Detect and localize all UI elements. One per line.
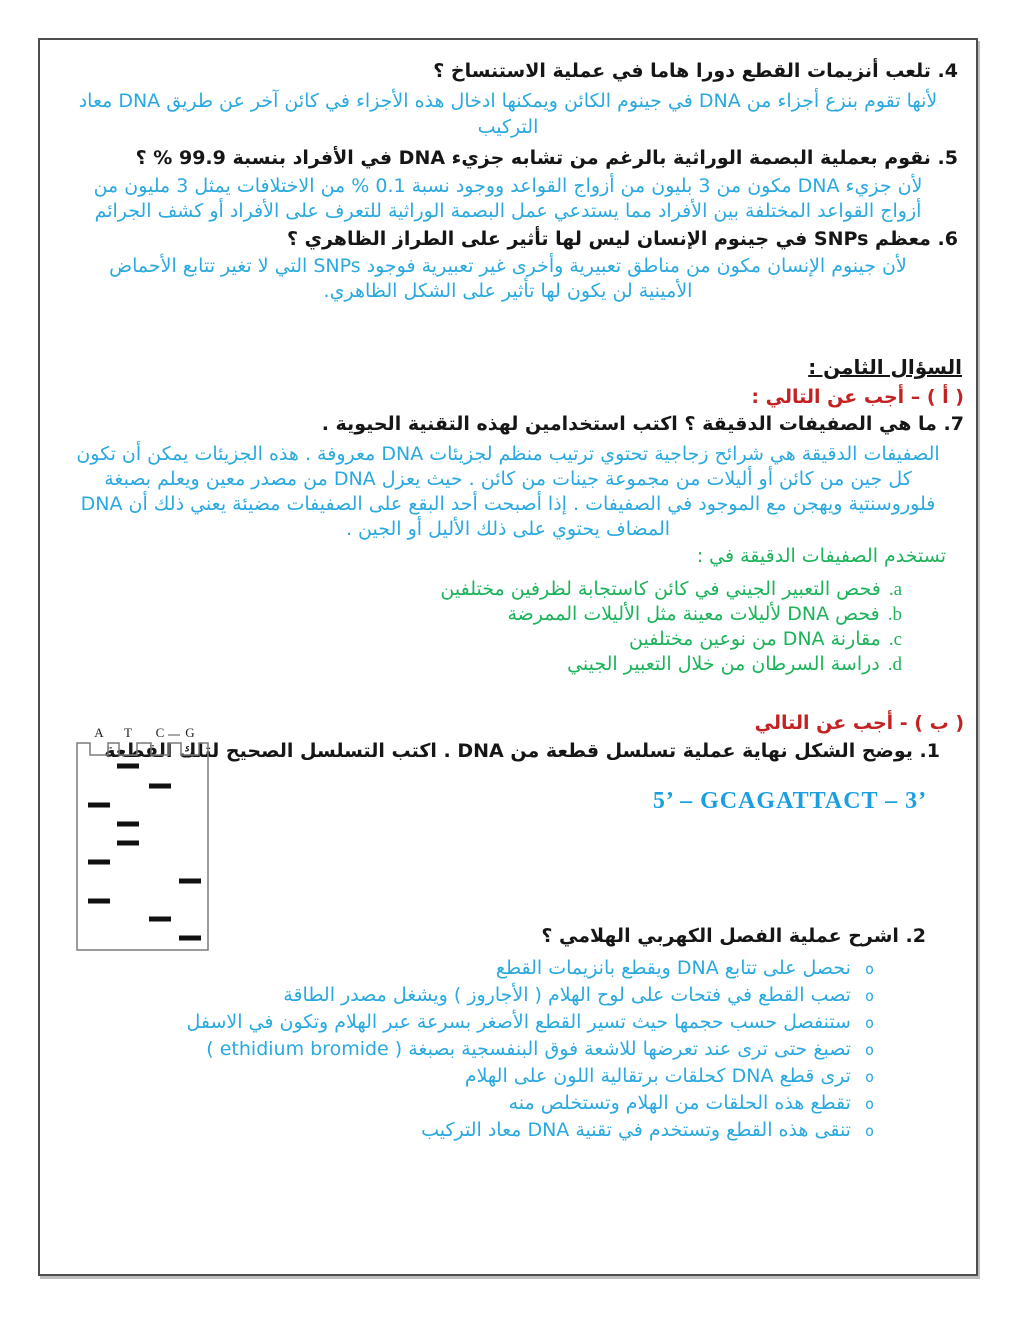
list-item-text: مقارنة DNA من نوعين مختلفين: [629, 628, 881, 650]
section-8-title: السؤال الثامن :: [808, 355, 962, 379]
gel-svg: [76, 724, 210, 952]
question-7-answer-line2: كل جين من كائن أو أليلات من مجموعة جينات من كائن . حيث يعزل DNA من مصدر معين ويعلم بصبغة: [104, 468, 912, 490]
question-6-answer-line2: الأمينية لن يكون لها تأثير على الشكل الظاهري.: [323, 280, 693, 302]
gel-band: [88, 803, 110, 808]
bullet-item: [40, 1117, 976, 1144]
question-7-answer-line1: الصفيفات الدقيقة هي شرائح زجاجية تحتوي ترتيب منظم لجزيئات DNA معروفة . هذه الجزيئات يمكن أن تكون: [76, 443, 940, 465]
gel-lane-label: A: [94, 725, 104, 740]
bullet-item: [40, 955, 976, 982]
question-6-title: 6. معظم SNPs في جينوم الإنسان ليس لها تأثير على الطراز الظاهري ؟: [286, 228, 958, 250]
bullet-marker: o: [864, 1014, 874, 1032]
section-8-part-b-heading: ( ب ) - أجب عن التالي: [754, 712, 964, 734]
list-marker-c: c.: [888, 629, 902, 650]
gel-outline-comb: [77, 743, 208, 950]
dna-sequence-answer: 5’ – GCAGATTACT – 3’: [652, 788, 928, 814]
gel-band: [149, 917, 171, 922]
bullet-text: ترى قطع DNA كحلقات برتقالية اللون على الهلام: [464, 1065, 851, 1087]
sequencing-gel-figure: [76, 724, 210, 952]
bullet-text: تنقى هذه القطع وتستخدم في تقنية DNA معاد التركيب: [421, 1119, 851, 1141]
list-item: [40, 601, 976, 628]
bullet-marker: o: [864, 960, 874, 978]
gel-band: [117, 764, 139, 769]
bullet-item: [40, 1090, 976, 1117]
bullet-text: ستنفصل حسب حجمها حيث تسير القطع الأصغر بسرعة عبر الهلام وتكون في الاسفل: [186, 1011, 851, 1033]
gel-band: [179, 879, 201, 884]
list-item-text: دراسة السرطان من خلال التعبير الجيني: [567, 653, 880, 675]
list-item: [40, 626, 976, 653]
question-6-answer-line1: لأن جينوم الإنسان مكون من مناطق تعبيرية وأخرى غير تعبيرية فوجود SNPs التي لا تغير تتابع الأحماض: [109, 255, 907, 277]
gel-band: [117, 822, 139, 827]
gel-band: [88, 899, 110, 904]
list-marker-d: d.: [887, 654, 902, 675]
bullet-marker: o: [864, 987, 874, 1005]
question-4-title: 4. تلعب أنزيمات القطع دورا هاما في عملية الاستنساخ ؟: [433, 60, 958, 82]
list-marker-a: a.: [888, 579, 902, 600]
bullet-item: [40, 1009, 976, 1036]
question-2b-title: 2. اشرح عملية الفصل الكهربي الهلامي ؟: [541, 925, 926, 947]
bullet-item: [40, 1036, 976, 1063]
bullet-text: نحصل على تتابع DNA ويقطع بانزيمات القطع: [495, 957, 851, 979]
question-5-title: 5. نقوم بعملية البصمة الوراثية بالرغم من تشابه جزيء DNA في الأفراد بنسبة 99.9 % ؟: [135, 147, 958, 169]
worksheet-page: [38, 38, 978, 1276]
microarray-uses-intro: تستخدم الصفيفات الدقيقة في :: [696, 545, 946, 567]
question-4-answer-line1: لأنها تقوم بنزع أجزاء من DNA في جينوم الكائن ويمكنها ادخال هذه الأجزاء في كائن آخر عن طريق DNA معاد: [78, 90, 938, 112]
gel-band: [117, 841, 139, 846]
question-7-answer-line4: المضاف يحتوي على ذلك الأليل أو الجين .: [345, 518, 671, 540]
gel-band: [88, 860, 110, 865]
list-item: [40, 651, 976, 678]
bullet-marker: o: [864, 1068, 874, 1086]
bullet-text: تقطع هذه الحلقات من الهلام وتستخلص منه: [508, 1092, 851, 1114]
bullet-text: تصب القطع في فتحات على لوح الهلام ( الأجاروز ) ويشغل مصدر الطاقة: [283, 984, 851, 1006]
question-4-answer-line2: التركيب: [477, 116, 539, 138]
gel-lane-label: G: [185, 725, 195, 740]
bullet-text: تصبغ حتى ترى عند تعرضها للاشعة فوق البنفسجية بصبغة ( ethidium bromide ): [206, 1038, 851, 1060]
list-item-text: فحص التعبير الجيني في كائن كاستجابة لظرفين مختلفين: [440, 578, 881, 600]
gel-lane-label: C: [155, 725, 165, 740]
question-5-answer-line1: لأن جزيء DNA مكون من 3 بليون من أزواج القواعد ووجود نسبة 0.1 % من الاختلافات يمثل 3 مليون من: [93, 175, 923, 197]
bullet-item: [40, 1063, 976, 1090]
question-7-title: 7. ما هي الصفيفات الدقيقة ؟ اكتب استخدامين لهذه التقنية الحيوية .: [321, 413, 964, 435]
list-marker-b: b.: [887, 604, 902, 625]
question-7-answer-line3: فلوروسنتية ويهجن مع الموجود في الصفيفات . إذا أصبحت أحد البقع على الصفيفات مضيئة يعني ذلك أن DNA: [80, 493, 936, 515]
bullet-marker: o: [864, 1041, 874, 1059]
bullet-item: [40, 982, 976, 1009]
question-5-answer-line2: أزواج القواعد المختلفة بين الأفراد مما يستدعي عمل البصمة الوراثية للتعرف على الأفراد أو كشف الجرائم: [94, 200, 922, 222]
section-8-part-a-heading: ( أ ) – أجب عن التالي :: [751, 386, 964, 408]
bullet-marker: o: [864, 1095, 874, 1113]
list-item-text: فحص DNA لأليلات معينة مثل الأليلات الممرضة: [507, 603, 880, 625]
bullet-marker: o: [864, 1122, 874, 1140]
question-1b-title: 1. يوضح الشكل نهاية عملية تسلسل قطعة من DNA . اكتب التسلسل الصحيح لتلك القطعة: [104, 740, 940, 762]
gel-band: [149, 784, 171, 789]
list-item: [40, 576, 976, 603]
gel-lane-label: T: [124, 725, 132, 740]
